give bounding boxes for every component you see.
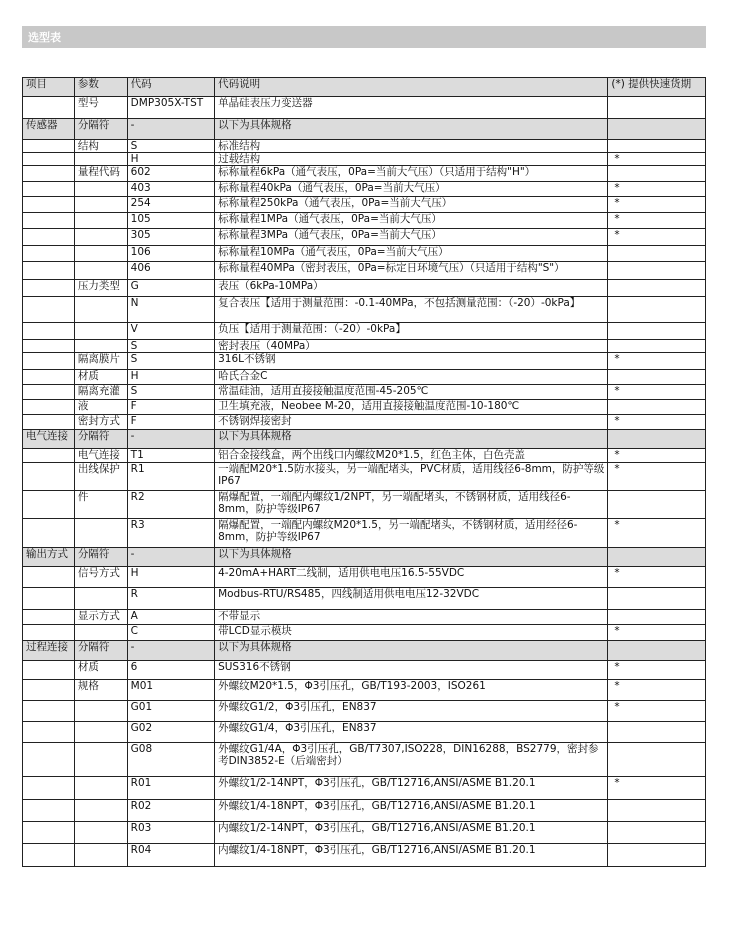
code-cell: F bbox=[127, 415, 214, 430]
param-cell bbox=[74, 743, 127, 777]
description-cell: 标称量程1MPa（通气表压，0Pa=当前大气压） bbox=[215, 213, 608, 229]
quick-delivery-mark bbox=[608, 140, 706, 153]
column-header: 参数 bbox=[74, 78, 127, 97]
quick-delivery-mark: * bbox=[608, 385, 706, 400]
description-cell: 表压（6kPa-10MPa） bbox=[215, 280, 608, 297]
quick-delivery-mark: * bbox=[608, 625, 706, 641]
quick-delivery-mark: * bbox=[608, 567, 706, 588]
code-cell: H bbox=[127, 153, 214, 166]
param-cell: 型号 bbox=[74, 97, 127, 119]
description-cell: 不带显示 bbox=[215, 610, 608, 625]
code-cell: S bbox=[127, 385, 214, 400]
description-cell: Modbus-RTU/RS485，四线制适用供电电压12-32VDC bbox=[215, 588, 608, 610]
quick-delivery-mark: * bbox=[608, 153, 706, 166]
code-cell: C bbox=[127, 625, 214, 641]
description-cell: 哈氏合金C bbox=[215, 370, 608, 385]
table-row bbox=[23, 661, 706, 680]
table-row bbox=[23, 385, 706, 400]
param-cell: 材质 bbox=[74, 661, 127, 680]
column-header: 代码说明 bbox=[215, 78, 608, 97]
table-row bbox=[23, 400, 706, 415]
quick-delivery-mark: * bbox=[608, 415, 706, 430]
code-cell: G08 bbox=[127, 743, 214, 777]
param-cell bbox=[74, 722, 127, 743]
table-row bbox=[23, 701, 706, 722]
code-cell: R3 bbox=[127, 519, 214, 548]
item-cell bbox=[23, 680, 75, 701]
quick-delivery-mark: * bbox=[608, 197, 706, 213]
code-cell: R1 bbox=[127, 463, 214, 491]
quick-delivery-mark bbox=[608, 262, 706, 280]
table-row bbox=[23, 680, 706, 701]
param-cell: 量程代码 bbox=[74, 166, 127, 182]
code-cell: 6 bbox=[127, 661, 214, 680]
table-row bbox=[23, 340, 706, 353]
item-cell bbox=[23, 229, 75, 246]
item-cell bbox=[23, 701, 75, 722]
code-cell: DMP305X-TST bbox=[127, 97, 214, 119]
param-cell: 信号方式 bbox=[74, 567, 127, 588]
item-cell bbox=[23, 197, 75, 213]
table-row bbox=[23, 246, 706, 262]
item-cell: 传感器 bbox=[23, 119, 75, 140]
table-row bbox=[23, 625, 706, 641]
item-cell: 电气连接 bbox=[23, 430, 75, 449]
table-row bbox=[23, 588, 706, 610]
column-header: 代码 bbox=[127, 78, 214, 97]
quick-delivery-mark bbox=[608, 800, 706, 822]
item-cell bbox=[23, 743, 75, 777]
table-row bbox=[23, 430, 706, 449]
table-row bbox=[23, 463, 706, 491]
item-cell bbox=[23, 844, 75, 867]
code-cell: T1 bbox=[127, 449, 214, 463]
description-cell: 过载结构 bbox=[215, 153, 608, 166]
code-cell: 106 bbox=[127, 246, 214, 262]
param-cell: 结构 bbox=[74, 140, 127, 153]
description-cell: 以下为具体规格 bbox=[215, 548, 608, 567]
description-cell: 标称量程10MPa（通气表压，0Pa=当前大气压） bbox=[215, 246, 608, 262]
section-header-bar bbox=[22, 26, 706, 48]
item-cell bbox=[23, 385, 75, 400]
quick-delivery-mark: * bbox=[608, 680, 706, 701]
item-cell bbox=[23, 323, 75, 340]
param-cell: 隔离充灌 bbox=[74, 385, 127, 400]
table-row bbox=[23, 548, 706, 567]
description-cell: SUS316不锈钢 bbox=[215, 661, 608, 680]
description-cell: 标称量程250kPa（通气表压，0Pa=当前大气压） bbox=[215, 197, 608, 213]
item-cell bbox=[23, 280, 75, 297]
item-cell bbox=[23, 567, 75, 588]
param-cell: 分隔符 bbox=[74, 430, 127, 449]
code-cell: 254 bbox=[127, 197, 214, 213]
quick-delivery-mark bbox=[608, 370, 706, 385]
quick-delivery-mark bbox=[608, 822, 706, 844]
code-cell: G bbox=[127, 280, 214, 297]
table-row bbox=[23, 777, 706, 800]
item-cell bbox=[23, 400, 75, 415]
quick-delivery-mark bbox=[608, 400, 706, 415]
item-cell bbox=[23, 463, 75, 491]
item-cell bbox=[23, 140, 75, 153]
code-cell: - bbox=[127, 119, 214, 140]
item-cell bbox=[23, 625, 75, 641]
item-cell bbox=[23, 777, 75, 800]
param-cell bbox=[74, 323, 127, 340]
param-cell: 规格 bbox=[74, 680, 127, 701]
param-cell: 分隔符 bbox=[74, 548, 127, 567]
quick-delivery-mark bbox=[608, 743, 706, 777]
quick-delivery-mark bbox=[608, 491, 706, 519]
param-cell bbox=[74, 297, 127, 323]
table-row bbox=[23, 822, 706, 844]
code-cell: V bbox=[127, 323, 214, 340]
quick-delivery-mark bbox=[608, 548, 706, 567]
quick-delivery-mark bbox=[608, 280, 706, 297]
code-cell: 406 bbox=[127, 262, 214, 280]
param-cell bbox=[74, 625, 127, 641]
code-cell: 305 bbox=[127, 229, 214, 246]
quick-delivery-mark: * bbox=[608, 661, 706, 680]
item-cell bbox=[23, 722, 75, 743]
quick-delivery-mark bbox=[608, 323, 706, 340]
description-cell: 单晶硅表压力变送器 bbox=[215, 97, 608, 119]
quick-delivery-mark bbox=[608, 588, 706, 610]
quick-delivery-mark: * bbox=[608, 213, 706, 229]
table-row bbox=[23, 229, 706, 246]
item-cell bbox=[23, 800, 75, 822]
description-cell: 标称量程3MPa（通气表压，0Pa=当前大气压） bbox=[215, 229, 608, 246]
item-cell bbox=[23, 153, 75, 166]
code-cell: 105 bbox=[127, 213, 214, 229]
quick-delivery-mark bbox=[608, 844, 706, 867]
param-cell bbox=[74, 246, 127, 262]
quick-delivery-mark bbox=[608, 97, 706, 119]
item-cell bbox=[23, 491, 75, 519]
item-cell: 输出方式 bbox=[23, 548, 75, 567]
code-cell: N bbox=[127, 297, 214, 323]
table-row bbox=[23, 197, 706, 213]
description-cell: 内螺纹1/2-14NPT，Φ3引压孔，GB/T12716,ANSI/ASME B1.20.1 bbox=[215, 822, 608, 844]
item-cell bbox=[23, 297, 75, 323]
description-cell: 以下为具体规格 bbox=[215, 430, 608, 449]
item-cell bbox=[23, 262, 75, 280]
code-cell: R2 bbox=[127, 491, 214, 519]
code-cell: - bbox=[127, 548, 214, 567]
table-row bbox=[23, 97, 706, 119]
table-row bbox=[23, 119, 706, 140]
description-cell: 标准结构 bbox=[215, 140, 608, 153]
param-cell bbox=[74, 519, 127, 548]
description-cell: 外螺纹1/4-18NPT，Φ3引压孔，GB/T12716,ANSI/ASME B1.20.1 bbox=[215, 800, 608, 822]
description-cell: 带LCD显示模块 bbox=[215, 625, 608, 641]
param-cell bbox=[74, 800, 127, 822]
param-cell: 分隔符 bbox=[74, 641, 127, 661]
quick-delivery-mark: * bbox=[608, 463, 706, 491]
table-row bbox=[23, 182, 706, 197]
description-cell: 标称量程6kPa（通气表压，0Pa=当前大气压）（只适用于结构"H"） bbox=[215, 166, 608, 182]
description-cell: 一端配M20*1.5防水接头，另一端配堵头，PVC材质，适用线径6-8mm，防护等级IP67 bbox=[215, 463, 608, 491]
param-cell bbox=[74, 701, 127, 722]
code-cell: H bbox=[127, 567, 214, 588]
table-row bbox=[23, 280, 706, 297]
description-cell: 隔爆配置，一端配内螺纹M20*1.5，另一端配堵头，不锈钢材质，适用经径6-8mm，防护等级IP67 bbox=[215, 519, 608, 548]
code-cell: - bbox=[127, 641, 214, 661]
quick-delivery-mark bbox=[608, 641, 706, 661]
description-cell: 外螺纹G1/4A，Φ3引压孔，GB/T7307,ISO228，DIN16288，BS2779，密封参考DIN3852-E（后端密封） bbox=[215, 743, 608, 777]
param-cell bbox=[74, 340, 127, 353]
item-cell bbox=[23, 449, 75, 463]
table-row bbox=[23, 743, 706, 777]
param-cell bbox=[74, 588, 127, 610]
param-cell: 出线保护 bbox=[74, 463, 127, 491]
param-cell: 显示方式 bbox=[74, 610, 127, 625]
section-title: 选型表 bbox=[28, 31, 61, 44]
param-cell: 材质 bbox=[74, 370, 127, 385]
item-cell bbox=[23, 213, 75, 229]
quick-delivery-mark bbox=[608, 119, 706, 140]
param-cell: 隔离膜片 bbox=[74, 353, 127, 370]
table-row bbox=[23, 449, 706, 463]
param-cell bbox=[74, 822, 127, 844]
description-cell: 不锈钢焊接密封 bbox=[215, 415, 608, 430]
quick-delivery-mark: * bbox=[608, 353, 706, 370]
item-cell bbox=[23, 370, 75, 385]
table-row bbox=[23, 153, 706, 166]
table-body bbox=[23, 97, 706, 867]
code-cell: 403 bbox=[127, 182, 214, 197]
quick-delivery-mark bbox=[608, 166, 706, 182]
quick-delivery-mark bbox=[608, 340, 706, 353]
table-row bbox=[23, 323, 706, 340]
code-cell: R02 bbox=[127, 800, 214, 822]
code-cell: M01 bbox=[127, 680, 214, 701]
column-header: 项目 bbox=[23, 78, 75, 97]
param-cell bbox=[74, 777, 127, 800]
quick-delivery-mark bbox=[608, 430, 706, 449]
quick-delivery-mark: * bbox=[608, 229, 706, 246]
item-cell bbox=[23, 97, 75, 119]
item-cell bbox=[23, 610, 75, 625]
description-cell: 外螺纹M20*1.5，Φ3引压孔，GB/T193-2003，ISO261 bbox=[215, 680, 608, 701]
code-cell: R04 bbox=[127, 844, 214, 867]
description-cell: 内螺纹1/4-18NPT，Φ3引压孔，GB/T12716,ANSI/ASME B1.20.1 bbox=[215, 844, 608, 867]
description-cell: 卫生填充液，Neobee M-20，适用直接接触温度范围-10-180℃ bbox=[215, 400, 608, 415]
description-cell: 常温硅油，适用直接接触温度范围-45-205℃ bbox=[215, 385, 608, 400]
param-cell bbox=[74, 262, 127, 280]
table-row bbox=[23, 415, 706, 430]
table-row bbox=[23, 140, 706, 153]
item-cell bbox=[23, 182, 75, 197]
param-cell bbox=[74, 197, 127, 213]
description-cell: 外螺纹G1/4，Φ3引压孔，EN837 bbox=[215, 722, 608, 743]
code-cell: S bbox=[127, 353, 214, 370]
item-cell bbox=[23, 353, 75, 370]
description-cell: 外螺纹G1/2，Φ3引压孔，EN837 bbox=[215, 701, 608, 722]
param-cell: 液 bbox=[74, 400, 127, 415]
code-cell: R03 bbox=[127, 822, 214, 844]
description-cell: 密封表压（40MPa） bbox=[215, 340, 608, 353]
table-row bbox=[23, 491, 706, 519]
param-cell bbox=[74, 229, 127, 246]
description-cell: 以下为具体规格 bbox=[215, 119, 608, 140]
param-cell: 件 bbox=[74, 491, 127, 519]
code-cell: H bbox=[127, 370, 214, 385]
code-cell: S bbox=[127, 340, 214, 353]
param-cell: 电气连接 bbox=[74, 449, 127, 463]
item-cell bbox=[23, 166, 75, 182]
table-row bbox=[23, 353, 706, 370]
description-cell: 标称量程40MPa（密封表压，0Pa=标定日环境气压）（只适用于结构"S"） bbox=[215, 262, 608, 280]
description-cell: 标称量程40kPa（通气表压，0Pa=当前大气压） bbox=[215, 182, 608, 197]
item-cell: 过程连接 bbox=[23, 641, 75, 661]
item-cell bbox=[23, 588, 75, 610]
quick-delivery-mark: * bbox=[608, 182, 706, 197]
param-cell bbox=[74, 182, 127, 197]
description-cell: 316L不锈钢 bbox=[215, 353, 608, 370]
table-header-row bbox=[23, 78, 706, 97]
quick-delivery-mark bbox=[608, 610, 706, 625]
code-cell: R01 bbox=[127, 777, 214, 800]
quick-delivery-mark: * bbox=[608, 519, 706, 548]
param-cell: 分隔符 bbox=[74, 119, 127, 140]
code-cell: G02 bbox=[127, 722, 214, 743]
code-cell: F bbox=[127, 400, 214, 415]
description-cell: 外螺纹1/2-14NPT，Φ3引压孔，GB/T12716,ANSI/ASME B1.20.1 bbox=[215, 777, 608, 800]
param-cell bbox=[74, 844, 127, 867]
table-row bbox=[23, 844, 706, 867]
code-cell: S bbox=[127, 140, 214, 153]
quick-delivery-mark bbox=[608, 722, 706, 743]
description-cell: 铝合金接线盒，两个出线口内螺纹M20*1.5，红色主体，白色壳盖 bbox=[215, 449, 608, 463]
item-cell bbox=[23, 340, 75, 353]
item-cell bbox=[23, 519, 75, 548]
table-row bbox=[23, 722, 706, 743]
description-cell: 复合表压【适用于测量范围：-0.1-40MPa，不包括测量范围：（-20）-0kPa】 bbox=[215, 297, 608, 323]
item-cell bbox=[23, 661, 75, 680]
param-cell bbox=[74, 153, 127, 166]
quick-delivery-mark: * bbox=[608, 449, 706, 463]
code-cell: A bbox=[127, 610, 214, 625]
code-cell: 602 bbox=[127, 166, 214, 182]
table-row bbox=[23, 610, 706, 625]
param-cell bbox=[74, 213, 127, 229]
quick-delivery-mark bbox=[608, 246, 706, 262]
column-header: (*) 提供快速货期 bbox=[608, 78, 706, 97]
selection-table bbox=[22, 77, 706, 867]
param-cell: 密封方式 bbox=[74, 415, 127, 430]
table-row bbox=[23, 519, 706, 548]
item-cell bbox=[23, 822, 75, 844]
table-row bbox=[23, 370, 706, 385]
code-cell: G01 bbox=[127, 701, 214, 722]
item-cell bbox=[23, 246, 75, 262]
quick-delivery-mark: * bbox=[608, 701, 706, 722]
table-row bbox=[23, 262, 706, 280]
table-row bbox=[23, 166, 706, 182]
param-cell: 压力类型 bbox=[74, 280, 127, 297]
item-cell bbox=[23, 415, 75, 430]
code-cell: R bbox=[127, 588, 214, 610]
table-row bbox=[23, 213, 706, 229]
quick-delivery-mark: * bbox=[608, 777, 706, 800]
table-row bbox=[23, 641, 706, 661]
table-row bbox=[23, 567, 706, 588]
table-row bbox=[23, 800, 706, 822]
description-cell: 负压【适用于测量范围：（-20）-0kPa】 bbox=[215, 323, 608, 340]
description-cell: 隔爆配置，一端配内螺纹1/2NPT，另一端配堵头，不锈钢材质，适用线径6-8mm，防护等级IP67 bbox=[215, 491, 608, 519]
code-cell: - bbox=[127, 430, 214, 449]
description-cell: 以下为具体规格 bbox=[215, 641, 608, 661]
description-cell: 4-20mA+HART二线制，适用供电电压16.5-55VDC bbox=[215, 567, 608, 588]
quick-delivery-mark bbox=[608, 297, 706, 323]
table-row bbox=[23, 297, 706, 323]
